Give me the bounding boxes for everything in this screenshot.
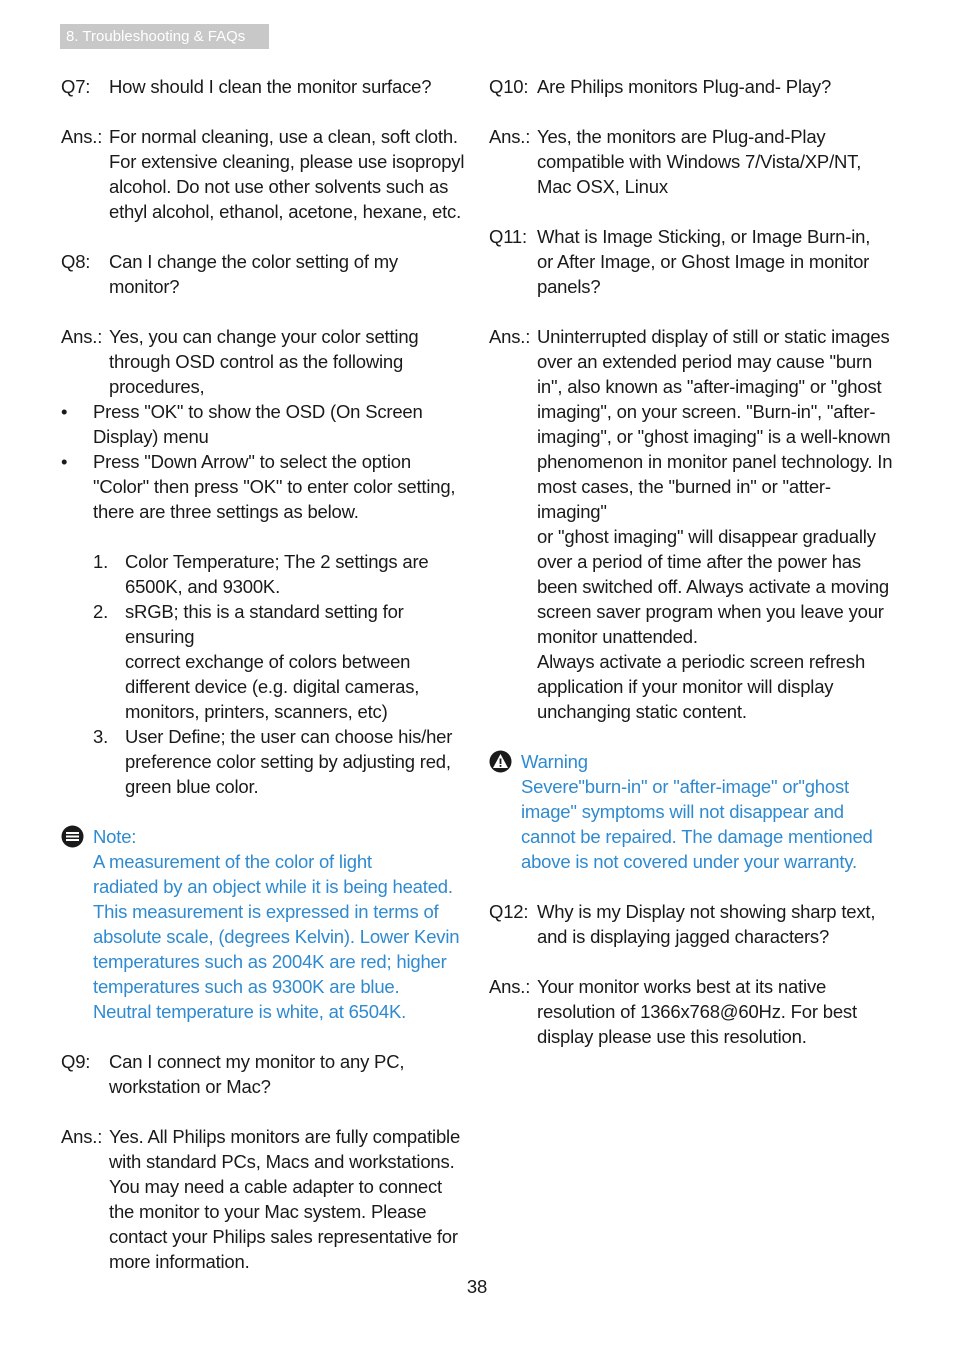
numbered-item [93,549,471,599]
question-line: Are Philips monitors Plug-and- Play? [537,76,832,97]
question-line: or After Image, or Ghost Image in monitor [537,251,870,272]
warning-callout [489,749,899,874]
answer-line: Your monitor works best at its native [537,976,827,997]
numbered-line: green blue color. [125,776,259,797]
bullet-line: Press "OK" to show the OSD (On Screen [93,401,423,422]
answer-line: For normal cleaning, use a clean, soft cloth. [109,126,458,147]
question-line: Why is my Display not showing sharp text, [537,901,876,922]
answer-line: Always activate a periodic screen refresh [537,651,866,672]
faq-q8-question [61,249,471,299]
answer-label: Ans.: [489,326,531,347]
answer-line: phenomenon in monitor panel technology. In [537,451,893,472]
faq-q11-answer [489,324,899,724]
bullet-dot: • [61,401,68,422]
numbered-item [93,724,471,799]
answer-line: most cases, the "burned in" or "atter-imaging" [537,476,831,522]
section-header-tab: 8. Troubleshooting & FAQs [60,24,269,49]
note-title: Note: [93,826,137,847]
question-line: workstation or Mac? [109,1076,271,1097]
note-icon [61,825,93,848]
answer-line: contact your Philips sales representative for [109,1226,458,1247]
faq-q8-answer [61,324,471,399]
faq-q10-question [489,74,899,99]
numbered-line: correct exchange of colors between [125,651,411,672]
answer-line: screen saver program when you leave your [537,601,884,622]
note-line: This measurement is expressed in terms of [93,901,439,922]
answer-label: Ans.: [61,326,103,347]
warning-line: Severe"burn-in" or "after-image" or"ghost [521,776,849,797]
numbered-item [93,599,471,724]
answer-line: You may need a cable adapter to connect [109,1176,442,1197]
question-line: panels? [537,276,601,297]
faq-q9-question [61,1049,471,1099]
answer-line: unchanging static content. [537,701,747,722]
note-callout [61,824,471,1024]
answer-line: compatible with Windows 7/Vista/XP/NT, [537,151,862,172]
faq-q9-answer [61,1124,471,1274]
answer-label: Ans.: [61,1126,103,1147]
answer-label: Ans.: [61,126,103,147]
numbered-line: sRGB; this is a standard setting for ensuring [125,601,404,647]
bullet-line: Press "Down Arrow" to select the option [93,451,411,472]
answer-line: or "ghost imaging" will disappear gradually [537,526,876,547]
question-label: Q8: [61,251,91,272]
warning-title: Warning [521,751,588,772]
answer-line: resolution of 1366x768@60Hz. For best [537,1001,857,1022]
faq-q12-question [489,899,899,949]
faq-q12-answer [489,974,899,1049]
answer-line: Uninterrupted display of still or static images [537,326,890,347]
note-line: A measurement of the color of light [93,851,372,872]
note-line: radiated by an object while it is being heated. [93,876,453,897]
answer-line: display please use this resolution. [537,1026,807,1047]
answer-line: Yes, you can change your color setting [109,326,419,347]
warning-icon [489,750,521,773]
note-line: absolute scale, (degrees Kelvin). Lower Kevin [93,926,460,947]
question-label: Q10: [489,76,529,97]
warning-line: above is not covered under your warranty. [521,851,857,872]
question-line: Can I connect my monitor to any PC, [109,1051,405,1072]
answer-label: Ans.: [489,976,531,997]
answer-line: Mac OSX, Linux [537,176,668,197]
question-line: and is displaying jagged characters? [537,926,830,947]
bullet-dot: • [61,451,68,472]
answer-line: through OSD control as the following [109,351,404,372]
numbered-line: different device (e.g. digital cameras, [125,676,420,697]
warning-line: cannot be repaired. The damage mentioned [521,826,873,847]
question-label: Q9: [61,1051,91,1072]
answer-line: more information. [109,1251,250,1272]
page-number: 38 [466,1276,488,1297]
right-column [489,74,899,1049]
answer-label: Ans.: [489,126,531,147]
faq-q7-answer [61,124,471,224]
bullet-item [61,399,471,449]
question-label: Q7: [61,76,91,97]
answer-line: Yes. All Philips monitors are fully compatible [109,1126,461,1147]
question-line: Can I change the color setting of my [109,251,398,272]
numbered-line: User Define; the user can choose his/her [125,726,453,747]
answer-line: monitor unattended. [537,626,698,647]
faq-q11-question [489,224,899,299]
numbered-line: 6500K, and 9300K. [125,576,281,597]
bullet-item [61,449,471,524]
answer-line: the monitor to your Mac system. Please [109,1201,427,1222]
item-number: 1. [93,551,109,572]
answer-line: imaging", on your screen. "Burn-in", "after- [537,401,876,422]
faq-q7-question [61,74,471,99]
answer-line: been switched off. Always activate a moving [537,576,890,597]
answer-line: alcohol. Do not use other solvents such as [109,176,449,197]
warning-line: image" symptoms will not disappear and [521,801,844,822]
question-label: Q12: [489,901,529,922]
question-label: Q11: [489,226,527,247]
bullet-line: Display) menu [93,426,209,447]
answer-line: application if your monitor will display [537,676,834,697]
numbered-line: Color Temperature; The 2 settings are [125,551,429,572]
bullet-line: "Color" then press "OK" to enter color setting, [93,476,456,497]
note-line: temperatures such as 9300K are blue. [93,976,400,997]
bullet-line: there are three settings as below. [93,501,359,522]
answer-line: ethyl alcohol, ethanol, acetone, hexane, etc. [109,201,462,222]
numbered-line: monitors, printers, scanners, etc) [125,701,388,722]
question-line: How should I clean the monitor surface? [109,76,432,97]
answer-line: with standard PCs, Macs and workstations. [109,1151,455,1172]
note-line: Neutral temperature is white, at 6504K. [93,1001,407,1022]
answer-line: Yes, the monitors are Plug-and-Play [537,126,826,147]
answer-line: procedures, [109,376,205,397]
answer-line: over a period of time after the power has [537,551,861,572]
note-line: temperatures such as 2004K are red; higher [93,951,447,972]
answer-line: For extensive cleaning, please use isopropyl [109,151,465,172]
item-number: 3. [93,726,109,747]
numbered-line: preference color setting by adjusting red, [125,751,451,772]
item-number: 2. [93,601,109,622]
answer-line: in", also known as "after-imaging" or "ghost [537,376,882,397]
left-column [61,74,471,1274]
answer-line: imaging", or "ghost imaging" is a well-known [537,426,891,447]
faq-q10-answer [489,124,899,199]
answer-line: over an extended period may cause "burn [537,351,873,372]
question-line: What is Image Sticking, or Image Burn-in, [537,226,871,247]
question-line: monitor? [109,276,180,297]
